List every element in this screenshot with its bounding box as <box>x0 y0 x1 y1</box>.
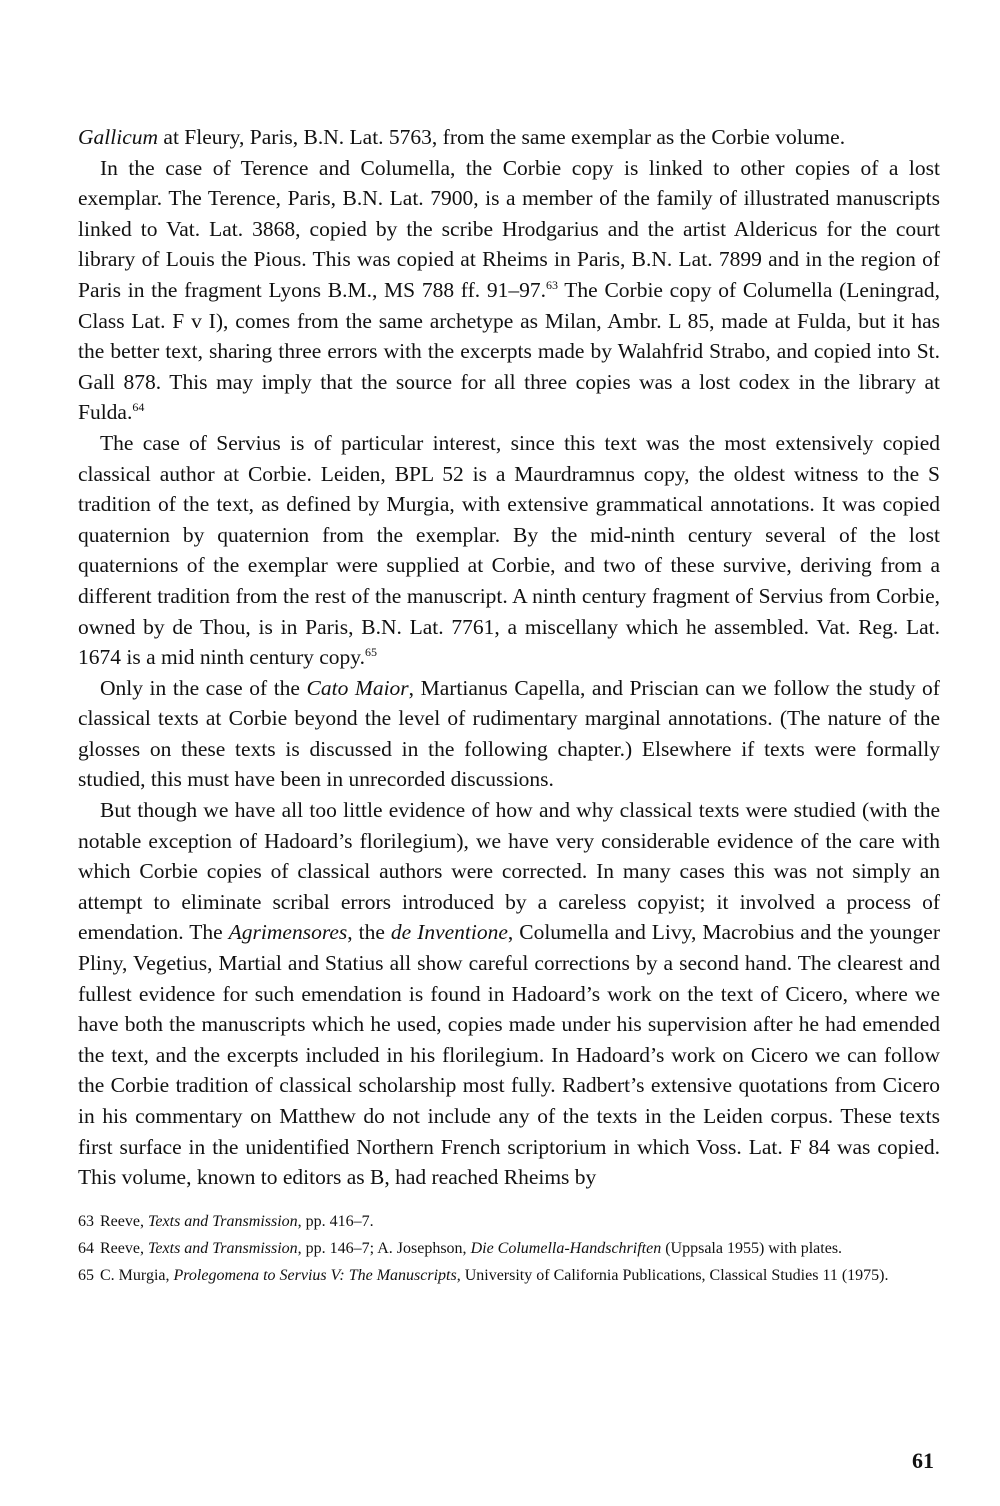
text-run: (Uppsala 1955) with plates. <box>661 1239 843 1257</box>
footnote-marker: 65 <box>365 644 378 659</box>
text-run: , University of California Publications, Classical Studies 11 (1975). <box>456 1266 889 1284</box>
body-text <box>78 122 940 1193</box>
text-run: , the <box>347 920 391 945</box>
text-run: But though we have all too little evidence of how and why classical texts were studied (with the notable exception of Hadoard’s florilegium), we have very considerable evidence of the care with which Corbie copies of classical authors were corrected. In many cases this was not simply an attempt to eliminate scribal errors introduced by a careless copyist; it involved a process of emendation. The <box>78 798 940 945</box>
paragraph <box>78 153 940 428</box>
paragraph <box>78 795 940 1193</box>
footnotes <box>78 1211 940 1286</box>
italic-text: de Inventione <box>390 920 508 945</box>
italic-text: Die Columella-Handschriften <box>470 1239 662 1257</box>
paragraph <box>78 673 940 795</box>
text-run: Reeve, <box>100 1212 148 1230</box>
footnote-number: 63 <box>78 1212 94 1230</box>
text-run: Reeve, <box>100 1239 148 1257</box>
text-run: Only in the case of the <box>100 675 307 700</box>
footnote <box>78 1211 940 1232</box>
paragraph <box>78 122 940 153</box>
italic-text: Agrimensores <box>228 920 348 945</box>
footnote <box>78 1265 940 1286</box>
text-run: at Fleury, Paris, B.N. Lat. 5763, from the same exemplar as the Corbie volume. <box>158 125 846 149</box>
text-run: The Corbie copy of Columella (Leningrad, Class Lat. F v I), comes from the same archetype as Milan, Ambr. L 85, made at Fulda, but it has the better text, sharing three errors with the excerpts made by Walahfrid Strabo, and copied into St. Gall 878. This may imply that the source for all three copies was a lost codex in the library at Fulda. <box>78 277 940 425</box>
text-run: , pp. 416–7. <box>297 1212 374 1230</box>
text-run: , pp. 146–7; A. Josephson, <box>297 1239 471 1257</box>
italic-text: Texts and Transmission <box>147 1239 298 1257</box>
page-number: 61 <box>912 1448 934 1473</box>
text-run: The case of Servius is of particular interest, since this text was the most extensively copied classical author at Corbie. Leiden, BPL 52 is a Maurdramnus copy, the oldest witness to the S tradition of the text, as defined by Murgia, with extensive grammatical annotations. It was copied quaternion by quaternion from the exemplar. By the mid-ninth century several of the lost quaternions of the exemplar were supplied at Corbie, and two of these survive, deriving from a different tradition from the rest of the manuscript. A ninth century fragment of Servius from Corbie, owned by de Thou, is in Paris, B.N. Lat. 7761, a miscellany which he assembled. Vat. Reg. Lat. 1674 is a mid ninth century copy. <box>78 430 940 670</box>
text-run: In the case of Terence and Columella, the Corbie copy is linked to other copies of a lost exemplar. The Terence, Paris, B.N. Lat. 7900, is a member of the family of illustrated manuscripts linked to Vat. Lat. 3868, copied by the scribe Hrodgarius and the artist Aldericus for the court library of Louis the Pious. This was copied at Rheims in Paris, B.N. Lat. 7899 and in the region of Paris in the fragment Lyons B.M., MS 788 ff. 91–97. <box>78 155 940 302</box>
italic-text: Texts and Transmission <box>147 1212 298 1230</box>
paragraph <box>78 428 940 673</box>
italic-text: Cato Maior <box>306 675 409 700</box>
text-run: , Martianus Capella, and Priscian can we follow the study of classical texts at Corbie beyond the level of rudimentary marginal annotations. (The nature of the glosses on these texts is discussed in the following chapter.) Elsewhere if texts were formally studied, this must have been in unrecorded discussions. <box>78 675 940 792</box>
text-run: C. Murgia, <box>100 1266 174 1284</box>
text-run: , Columella and Livy, Macrobius and the younger Pliny, Vegetius, Martial and Statius all show careful corrections by a second hand. The clearest and fullest evidence for such emendation is found in Hadoard’s work on the text of Cicero, where we have both the manuscripts which he used, copies made under his supervision after he had emended the text, and the excerpts included in his florilegium. In Hadoard’s work on Cicero we can follow the Corbie tradition of classical scholarship most fully. Radbert’s extensive quotations from Cicero in his commentary on Matthew do not include any of the texts in the Leiden corpus. These texts first surface in the unidentified Northern French scriptorium in which Voss. Lat. F 84 was copied. This volume, known to editors as B, had reached Rheims by <box>78 920 940 1190</box>
page-body <box>78 122 940 1292</box>
footnote-number: 65 <box>78 1266 94 1284</box>
footnote-number: 64 <box>78 1239 94 1257</box>
footnote-marker: 63 <box>545 277 558 292</box>
italic-text: Gallicum <box>78 125 159 149</box>
footnote-marker: 64 <box>132 400 145 415</box>
footnote <box>78 1238 940 1259</box>
italic-text: Prolegomena to Servius V: The Manuscripts <box>173 1266 457 1284</box>
